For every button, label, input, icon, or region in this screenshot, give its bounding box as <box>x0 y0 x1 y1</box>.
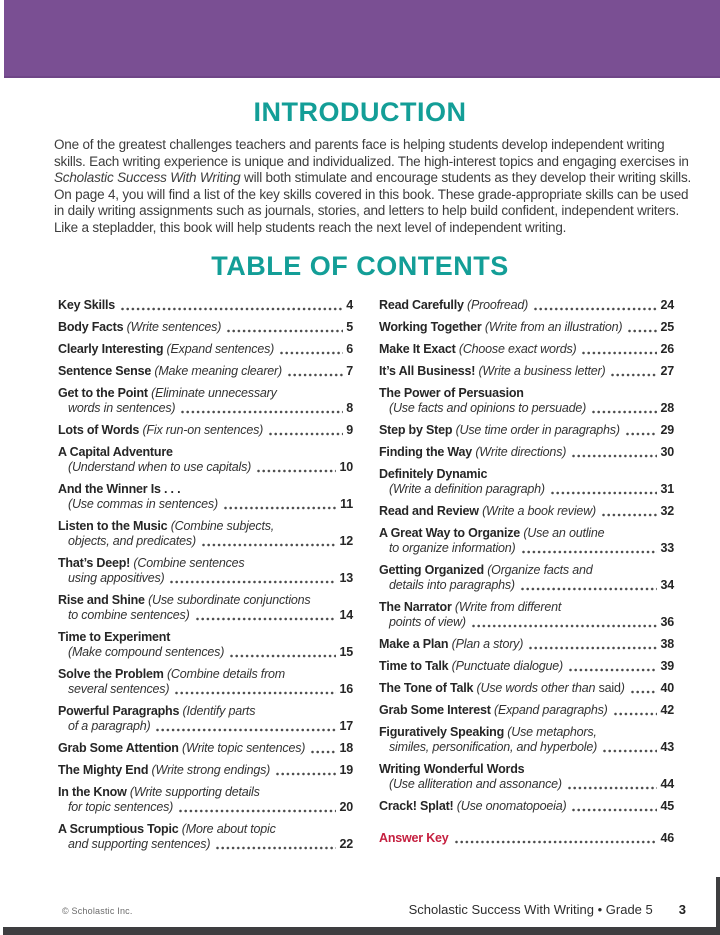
dot-leader <box>256 462 336 474</box>
entry-description: (Use metaphors, <box>507 725 597 739</box>
entry-title: A Scrumptious Topic <box>58 822 182 836</box>
entry-title: Grab Some Interest <box>379 703 494 717</box>
toc-entry <box>58 741 353 756</box>
entry-description: (Write supporting details <box>129 785 260 799</box>
entry-description: (Write a definition paragraph) <box>389 482 545 496</box>
toc-entry-line <box>379 831 674 846</box>
entry-title: Sentence Sense <box>58 364 155 378</box>
dot-leader <box>180 403 343 415</box>
toc-entry-line <box>379 740 674 755</box>
page-number: 38 <box>660 637 674 651</box>
dot-leader <box>120 300 343 312</box>
dot-leader <box>471 617 658 629</box>
toc-entry-line <box>58 571 353 586</box>
page-number: 11 <box>340 497 353 511</box>
toc-entry-line <box>58 593 353 608</box>
entry-description: (Punctuate dialogue) <box>451 659 564 673</box>
footer-book-title: Scholastic Success With Writing • Grade 5 <box>408 902 653 917</box>
toc-entry <box>379 445 674 460</box>
page-number: 43 <box>660 740 674 754</box>
entry-title: A Great Way to Organize <box>379 526 524 540</box>
dot-leader <box>226 322 343 334</box>
entry-title: Step by Step <box>379 423 456 437</box>
entry-description: (Use time order in paragraphs) <box>455 423 620 437</box>
toc-entry-line <box>58 837 353 852</box>
entry-title: Key Skills <box>58 298 116 312</box>
entry-description: (Write sentences) <box>126 320 222 334</box>
page-number: 36 <box>660 615 674 629</box>
entry-description: (Proofread) <box>467 298 529 312</box>
dot-leader <box>568 661 657 673</box>
toc-entry-line <box>379 703 674 718</box>
page-number: 13 <box>339 571 353 585</box>
toc-entry-line <box>58 423 353 438</box>
entry-title: The Narrator <box>379 600 455 614</box>
toc-entry-line <box>58 645 353 660</box>
toc-entry-line <box>58 763 353 778</box>
toc-entry-line <box>58 719 353 734</box>
toc-entry <box>58 298 353 313</box>
toc-entry <box>379 364 674 379</box>
toc-entry-line <box>379 578 674 593</box>
page-number: 6 <box>346 342 353 356</box>
entry-title: Grab Some Attention <box>58 741 183 755</box>
entry-description: (Use facts and opinions to persuade) <box>389 401 587 415</box>
entry-description: (Combine details from <box>166 667 286 681</box>
toc-entry-line <box>58 401 353 416</box>
entry-title: Figuratively Speaking <box>379 725 508 739</box>
entry-description: (Write topic sentences) <box>182 741 306 755</box>
header-bar <box>0 0 720 78</box>
page-number: 44 <box>660 777 674 791</box>
page-number: 4 <box>346 298 353 312</box>
toc-entry <box>379 762 674 792</box>
toc-entry-line <box>58 460 353 475</box>
page-number: 26 <box>660 342 674 356</box>
toc-entry <box>379 637 674 652</box>
dot-leader <box>279 344 343 356</box>
toc-entry-line <box>58 534 353 549</box>
page-number: 32 <box>660 504 674 518</box>
entry-description: (Fix run-on sentences) <box>142 423 264 437</box>
entry-title: It’s All Business! <box>379 364 479 378</box>
dot-leader <box>178 802 336 814</box>
toc-entry-line <box>379 725 674 740</box>
entry-description: using appositives) <box>68 571 165 585</box>
entry-description: (Make compound sentences) <box>68 645 225 659</box>
toc-entry <box>379 298 674 313</box>
toc-entry <box>58 556 353 586</box>
toc-entry <box>58 519 353 549</box>
entry-title: Read and Review <box>379 504 483 518</box>
toc-entry-line <box>379 799 674 814</box>
dot-leader <box>174 684 336 696</box>
dot-leader <box>601 506 658 518</box>
dot-leader <box>602 742 657 754</box>
toc-entry-line <box>379 563 674 578</box>
entry-title: Solve the Problem <box>58 667 167 681</box>
entry-description: (Write strong endings) <box>151 763 271 777</box>
page-number: 24 <box>660 298 674 312</box>
dot-leader <box>625 425 658 437</box>
entry-description: and supporting sentences) <box>68 837 211 851</box>
toc-entry-line <box>58 320 353 335</box>
entry-title: That’s Deep! <box>58 556 134 570</box>
entry-description: (Identify parts <box>182 704 256 718</box>
dot-leader <box>610 366 657 378</box>
entry-title: Make It Exact <box>379 342 459 356</box>
entry-title: In the Know <box>58 785 130 799</box>
entry-description: to organize information) <box>389 541 516 555</box>
entry-description: (Write from different <box>454 600 562 614</box>
toc-title: TABLE OF CONTENTS <box>211 251 509 281</box>
entry-title: Working Together <box>379 320 485 334</box>
page-number: 33 <box>660 541 674 555</box>
dot-leader <box>581 344 657 356</box>
toc-entry-line <box>379 386 674 401</box>
toc-entry-line <box>379 681 674 696</box>
toc-entry <box>58 364 353 379</box>
toc-entry-line <box>379 298 674 313</box>
dot-leader <box>567 779 658 791</box>
page-number: 10 <box>339 460 353 474</box>
entry-description: several sentences) <box>68 682 170 696</box>
entry-title: Answer Key <box>379 831 449 845</box>
right-edge-bar <box>716 877 720 935</box>
entry-title: Time to Experiment <box>58 630 171 644</box>
dot-leader <box>550 484 658 496</box>
page-number: 34 <box>660 578 674 592</box>
dot-leader <box>275 765 336 777</box>
entry-description: objects, and predicates) <box>68 534 196 548</box>
dot-leader <box>571 801 657 813</box>
entry-description: (Expand paragraphs) <box>494 703 608 717</box>
entry-title: Writing Wonderful Words <box>379 762 525 776</box>
page-number: 12 <box>339 534 353 548</box>
toc-entry <box>379 799 674 814</box>
toc-column-left <box>58 298 353 859</box>
toc-entry <box>379 320 674 335</box>
toc-entry <box>379 600 674 630</box>
dot-leader <box>223 499 337 511</box>
toc-entry-line <box>58 608 353 623</box>
dot-leader <box>195 610 337 622</box>
toc-entry-line <box>379 504 674 519</box>
entry-description: (Make meaning clearer) <box>154 364 282 378</box>
entry-description: (Use words other than said) <box>476 681 625 695</box>
toc-entry <box>58 482 353 512</box>
toc-entry-line <box>58 298 353 313</box>
toc-entry <box>379 467 674 497</box>
entry-description: (Use onomatopoeia) <box>456 799 567 813</box>
entry-title: The Power of Persuasion <box>379 386 524 400</box>
toc-entry-line <box>379 526 674 541</box>
toc-entry <box>58 320 353 335</box>
entry-title: Make a Plan <box>379 637 452 651</box>
dot-leader <box>287 366 343 378</box>
entry-title: Powerful Paragraphs <box>58 704 183 718</box>
entry-description: (Write a business letter) <box>478 364 606 378</box>
page-number: 46 <box>660 831 674 845</box>
page-number: 45 <box>660 799 674 813</box>
entry-title: Getting Organized <box>379 563 488 577</box>
toc-entry <box>58 822 353 852</box>
footer <box>0 902 720 917</box>
page-number: 27 <box>660 364 674 378</box>
page-number: 31 <box>660 482 674 496</box>
entry-description: of a paragraph) <box>68 719 151 733</box>
entry-title: Listen to the Music <box>58 519 171 533</box>
toc-entry-line <box>379 467 674 482</box>
toc-entry <box>379 725 674 755</box>
toc-entry-line <box>379 320 674 335</box>
entry-title: Body Facts <box>58 320 127 334</box>
entry-title: And the Winner Is . . . <box>58 482 181 496</box>
dot-leader <box>528 639 657 651</box>
toc-entry-line <box>58 445 353 460</box>
entry-description: (Eliminate unnecessary <box>151 386 277 400</box>
toc-entry-line <box>58 519 353 534</box>
toc-entry <box>58 667 353 697</box>
dot-leader <box>627 322 657 334</box>
entry-title: Time to Talk <box>379 659 452 673</box>
dot-leader <box>215 839 336 851</box>
toc-entry <box>58 630 353 660</box>
page-number: 25 <box>660 320 674 334</box>
dot-leader <box>591 403 657 415</box>
page-number: 14 <box>339 608 353 622</box>
page-number: 18 <box>339 741 353 755</box>
toc-entry-line <box>379 659 674 674</box>
entry-title: Definitely Dynamic <box>379 467 488 481</box>
entry-description: (Understand when to use capitals) <box>68 460 252 474</box>
entry-title: Rise and Shine <box>58 593 149 607</box>
toc-entry <box>58 445 353 475</box>
toc-entry-line <box>58 386 353 401</box>
toc-entry-line <box>58 482 353 497</box>
toc-entry-line <box>379 445 674 460</box>
entry-description: to combine sentences) <box>68 608 190 622</box>
intro-title: INTRODUCTION <box>253 97 467 127</box>
entry-description: (More about topic <box>181 822 276 836</box>
toc-entry <box>379 423 674 438</box>
page-number: 9 <box>346 423 353 437</box>
page-number: 20 <box>339 800 353 814</box>
page-number: 40 <box>660 681 674 695</box>
footer-page-number: 3 <box>678 902 686 917</box>
entry-description: (Use alliteration and assonance) <box>389 777 562 791</box>
entry-title: The Mighty End <box>58 763 152 777</box>
toc-entry-line <box>58 822 353 837</box>
toc-entry <box>58 785 353 815</box>
page-number: 19 <box>339 763 353 777</box>
entry-description: (Organize facts and <box>487 563 593 577</box>
entry-description: similes, personification, and hyperbole) <box>389 740 598 754</box>
page-number: 28 <box>660 401 674 415</box>
entry-description: details into paragraphs) <box>389 578 515 592</box>
toc-entry <box>58 704 353 734</box>
dot-leader <box>454 833 658 845</box>
intro-paragraph: One of the greatest challenges teachers and parents face is helping students develop independent writing skills. Each writing experience is unique and individualized. The high-interest topics and engaging exercises in Scholastic Success With Writing will both stimulate and encourage students as they develop their writing skills. On page 4, you will find a list of the key skills covered in this book. These grade-appropriate skills can be used in daily writing assignments such as journals, stories, and letters to help build confident, independent writers. Like a stepladder, this book will help students reach the next level of independent writing. <box>54 137 692 235</box>
page-number: 42 <box>660 703 674 717</box>
page-number: 16 <box>339 682 353 696</box>
entry-description: (Combine sentences <box>133 556 245 570</box>
page-number: 17 <box>339 719 353 733</box>
entry-description: (Write from an illustration) <box>484 320 623 334</box>
toc-entry <box>379 831 674 846</box>
entry-title: A Capital Adventure <box>58 445 173 459</box>
toc-entry <box>58 593 353 623</box>
toc-entry-line <box>58 630 353 645</box>
page-number: 29 <box>660 423 674 437</box>
dot-leader <box>630 683 658 695</box>
entry-description: (Write a book review) <box>482 504 596 518</box>
toc-entry-line <box>379 777 674 792</box>
entry-description: (Write directions) <box>475 445 567 459</box>
toc-entry <box>379 563 674 593</box>
dot-leader <box>310 743 336 755</box>
dot-leader <box>201 536 337 548</box>
toc-entry-line <box>379 401 674 416</box>
bottom-edge-bar <box>3 927 720 935</box>
toc-entry-line <box>58 556 353 571</box>
toc-entry <box>379 504 674 519</box>
dot-leader <box>155 721 336 733</box>
toc-entry-line <box>379 637 674 652</box>
entry-title: The Tone of Talk <box>379 681 477 695</box>
toc-entry-line <box>58 497 353 512</box>
entry-title: Clearly Interesting <box>58 342 167 356</box>
toc-entry-line <box>58 704 353 719</box>
toc-entry <box>379 526 674 556</box>
entry-description: (Use subordinate conjunctions <box>148 593 311 607</box>
entry-title: Get to the Point <box>58 386 152 400</box>
toc-entry-line <box>379 482 674 497</box>
entry-description: (Expand sentences) <box>166 342 275 356</box>
page-number: 5 <box>346 320 353 334</box>
entry-description: for topic sentences) <box>68 800 174 814</box>
toc-entry-line <box>379 762 674 777</box>
toc-entry-line <box>58 364 353 379</box>
toc-column-right <box>379 298 674 859</box>
toc-entry-line <box>379 364 674 379</box>
toc-entry-line <box>58 682 353 697</box>
entry-description: (Choose exact words) <box>458 342 577 356</box>
toc-entry <box>58 763 353 778</box>
dot-leader <box>268 425 343 437</box>
entry-title: Finding the Way <box>379 445 476 459</box>
page-number: 7 <box>346 364 353 378</box>
toc-entry <box>379 342 674 357</box>
entry-title: Read Carefully <box>379 298 468 312</box>
entry-title: Crack! Splat! <box>379 799 457 813</box>
toc-entry-line <box>379 541 674 556</box>
dot-leader <box>571 447 657 459</box>
toc-entry-line <box>379 600 674 615</box>
dot-leader <box>520 580 658 592</box>
toc-entry-line <box>379 342 674 357</box>
page-number: 22 <box>339 837 353 851</box>
toc-entry <box>58 386 353 416</box>
dot-leader <box>521 543 658 555</box>
dot-leader <box>533 300 657 312</box>
entry-description: (Use an outline <box>523 526 605 540</box>
toc-entry <box>379 681 674 696</box>
dot-leader <box>229 647 336 659</box>
toc-entry <box>379 659 674 674</box>
page-number: 8 <box>346 401 353 415</box>
toc-entry-line <box>58 785 353 800</box>
page-number: 30 <box>660 445 674 459</box>
page-number: 39 <box>660 659 674 673</box>
dot-leader <box>169 573 336 585</box>
toc-entry <box>58 423 353 438</box>
table-of-contents <box>0 282 720 859</box>
entry-description: (Plan a story) <box>451 637 524 651</box>
entry-description: (Combine subjects, <box>170 519 275 533</box>
entry-description: words in sentences) <box>68 401 176 415</box>
entry-description: points of view) <box>389 615 466 629</box>
toc-entry-line <box>58 667 353 682</box>
entry-description: (Use commas in sentences) <box>68 497 218 511</box>
page-number: 15 <box>339 645 353 659</box>
toc-entry-line <box>58 800 353 815</box>
footer-copyright: © Scholastic Inc. <box>62 906 133 916</box>
toc-entry-line <box>379 423 674 438</box>
toc-entry <box>379 703 674 718</box>
entry-title: Lots of Words <box>58 423 143 437</box>
dot-leader <box>613 705 658 717</box>
toc-entry-line <box>58 741 353 756</box>
toc-entry-line <box>379 615 674 630</box>
toc-entry <box>379 386 674 416</box>
toc-entry <box>58 342 353 357</box>
toc-entry-line <box>58 342 353 357</box>
